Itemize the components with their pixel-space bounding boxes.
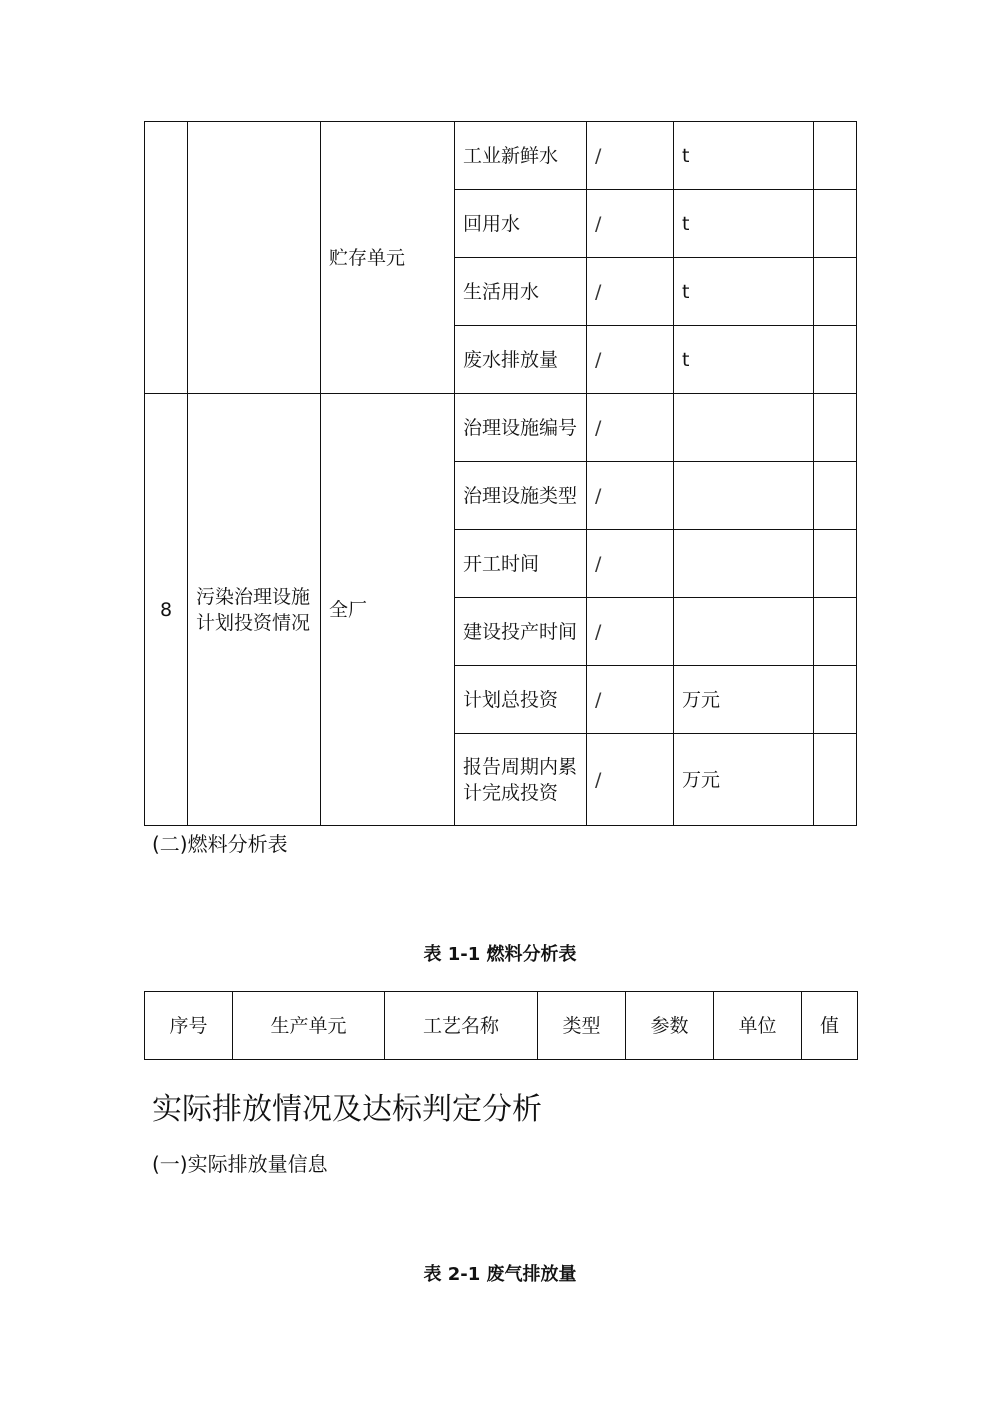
cell-measure-unit: t [674, 122, 814, 190]
cell-param: 计划总投资 [455, 666, 587, 734]
fuel-table-caption [0, 940, 1000, 966]
cell-note [814, 530, 857, 598]
cell-value: / [587, 122, 674, 190]
cell-param: 建设投产时间 [455, 598, 587, 666]
cell-value: / [587, 462, 674, 530]
cell-unit: 贮存单元 [321, 122, 455, 394]
table-row [145, 394, 857, 462]
gas-table-caption [0, 1260, 1000, 1286]
cell-measure-unit: 万元 [674, 666, 814, 734]
header-cell: 单位 [714, 992, 802, 1060]
cell-note [814, 122, 857, 190]
header-cell: 序号 [145, 992, 233, 1060]
cell-no: 8 [145, 394, 188, 826]
cell-measure-unit: t [674, 326, 814, 394]
section-fuel-title: (二)燃料分析表 [152, 832, 288, 856]
cell-measure-unit: 万元 [674, 734, 814, 826]
table-header-row [145, 992, 858, 1060]
header-cell: 值 [802, 992, 858, 1060]
investment-table [144, 121, 857, 826]
header-cell: 参数 [626, 992, 714, 1060]
cell-unit: 全厂 [321, 394, 455, 826]
caption-text: 表 2-1 废气排放量 [423, 1264, 577, 1285]
cell-note [814, 734, 857, 826]
cell-note [814, 666, 857, 734]
cell-value: / [587, 190, 674, 258]
cell-param: 开工时间 [455, 530, 587, 598]
header-cell: 类型 [538, 992, 626, 1060]
caption-text: 表 1-1 燃料分析表 [423, 944, 577, 965]
cell-measure-unit: t [674, 258, 814, 326]
cell-param: 工业新鲜水 [455, 122, 587, 190]
header-cell: 工艺名称 [385, 992, 538, 1060]
cell-param: 报告周期内累计完成投资 [455, 734, 587, 826]
cell-value: / [587, 394, 674, 462]
cell-value: / [587, 258, 674, 326]
cell-measure-unit [674, 462, 814, 530]
cell-note [814, 394, 857, 462]
cell-item [188, 122, 321, 394]
cell-no [145, 122, 188, 394]
cell-param: 回用水 [455, 190, 587, 258]
cell-measure-unit [674, 598, 814, 666]
cell-item: 污染治理设施计划投资情况 [188, 394, 321, 826]
cell-note [814, 326, 857, 394]
table-row [145, 122, 857, 190]
cell-note [814, 598, 857, 666]
cell-measure-unit [674, 394, 814, 462]
cell-param: 治理设施编号 [455, 394, 587, 462]
cell-param: 废水排放量 [455, 326, 587, 394]
cell-note [814, 190, 857, 258]
cell-value: / [587, 530, 674, 598]
main-heading: 实际排放情况及达标判定分析 [152, 1092, 542, 1127]
cell-measure-unit: t [674, 190, 814, 258]
cell-value: / [587, 666, 674, 734]
cell-value: / [587, 326, 674, 394]
cell-param: 治理设施类型 [455, 462, 587, 530]
cell-value: / [587, 734, 674, 826]
header-cell: 生产单元 [233, 992, 385, 1060]
fuel-analysis-table [144, 991, 858, 1060]
section-actual-title: (一)实际排放量信息 [152, 1152, 328, 1176]
cell-note [814, 258, 857, 326]
cell-param: 生活用水 [455, 258, 587, 326]
cell-measure-unit [674, 530, 814, 598]
cell-value: / [587, 598, 674, 666]
cell-note [814, 462, 857, 530]
